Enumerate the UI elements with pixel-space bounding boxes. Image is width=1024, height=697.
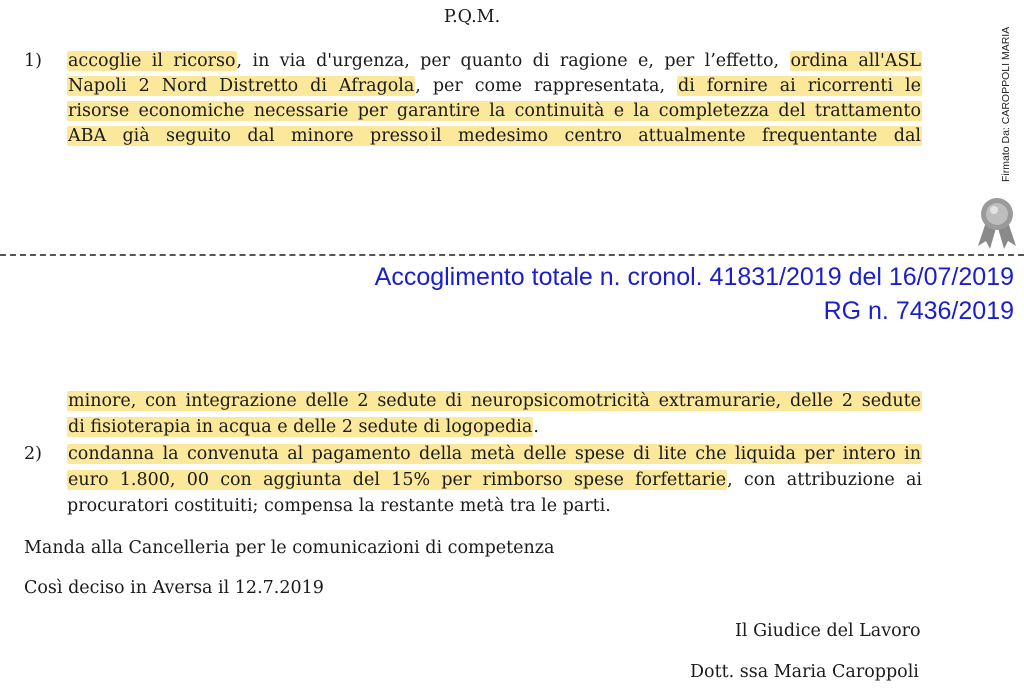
decision-place-date: Così deciso in Aversa il 12.7.2019 xyxy=(24,578,324,598)
section-1-line-4 xyxy=(67,125,922,147)
highlight-aba: ABA già seguito dal minore presso xyxy=(68,126,429,146)
section-2-line-3: procuratori costituiti; compensa la restante metà tra le parti. xyxy=(67,496,611,516)
text-segment: , in via d'urgenza, per quanto di ragione e, per l’effetto, xyxy=(236,51,790,71)
highlight-euro: euro 1.800, 00 con aggiunta del 15% per rimborso spese forfettarie xyxy=(68,470,727,490)
pqm-heading: P.Q.M. xyxy=(443,7,501,27)
section-2-line-1 xyxy=(67,443,922,465)
highlight-minore: minore, con integrazione delle 2 sedute di neuropsicomotricità extramurarie, delle 2 sedute xyxy=(68,391,921,411)
highlight-fisioterapia: di fisioterapia in acqua e delle 2 sedute di logopedia xyxy=(68,417,533,437)
section-1-line-3 xyxy=(67,100,922,122)
manda-cancelleria: Manda alla Cancelleria per le comunicazioni di competenza xyxy=(24,538,555,558)
digital-signature-text: Firmato Da: CAROPPOLI MARIA xyxy=(1000,26,1012,182)
section-2-line-2 xyxy=(67,469,922,491)
text-segment: , per come rappresentata, xyxy=(415,76,678,96)
registry-accoglimento: Accoglimento totale n. cronol. 41831/2019 del 16/07/2019 xyxy=(374,263,1014,291)
section-1-number: 1) xyxy=(24,51,42,71)
section-2-number: 2) xyxy=(24,444,42,464)
award-ribbon-icon xyxy=(974,196,1020,250)
highlight-centro: il medesimo centro attualmente frequentante dal xyxy=(430,126,921,146)
section-1-line-1 xyxy=(67,50,922,72)
judge-title: Il Giudice del Lavoro xyxy=(735,621,921,641)
highlight-ordina: ordina all'ASL xyxy=(790,51,922,71)
section-1-cont-line-1 xyxy=(67,390,922,412)
page-divider xyxy=(0,254,1024,256)
text-segment: , con attribuzione ai xyxy=(727,470,922,490)
section-1-cont-line-2: di fisioterapia in acqua e delle 2 sedute di logopedia. xyxy=(68,417,539,437)
highlight-condanna: condanna la convenuta al pagamento della metà delle spese di lite che liquida per intero in xyxy=(68,444,921,464)
highlight-accoglie: accoglie il ricorso xyxy=(68,51,236,71)
section-1-line-2 xyxy=(67,75,922,97)
highlight-risorse: risorse economiche necessarie per garantire la continuità e la completezza del trattamento xyxy=(68,101,921,121)
highlight-fornire: di fornire ai ricorrenti le xyxy=(678,76,921,96)
judge-name: Dott. ssa Maria Caroppoli xyxy=(690,662,919,682)
registry-rg-number: RG n. 7436/2019 xyxy=(823,297,1014,325)
highlight-asl: Napoli 2 Nord Distretto di Afragola xyxy=(68,76,415,96)
